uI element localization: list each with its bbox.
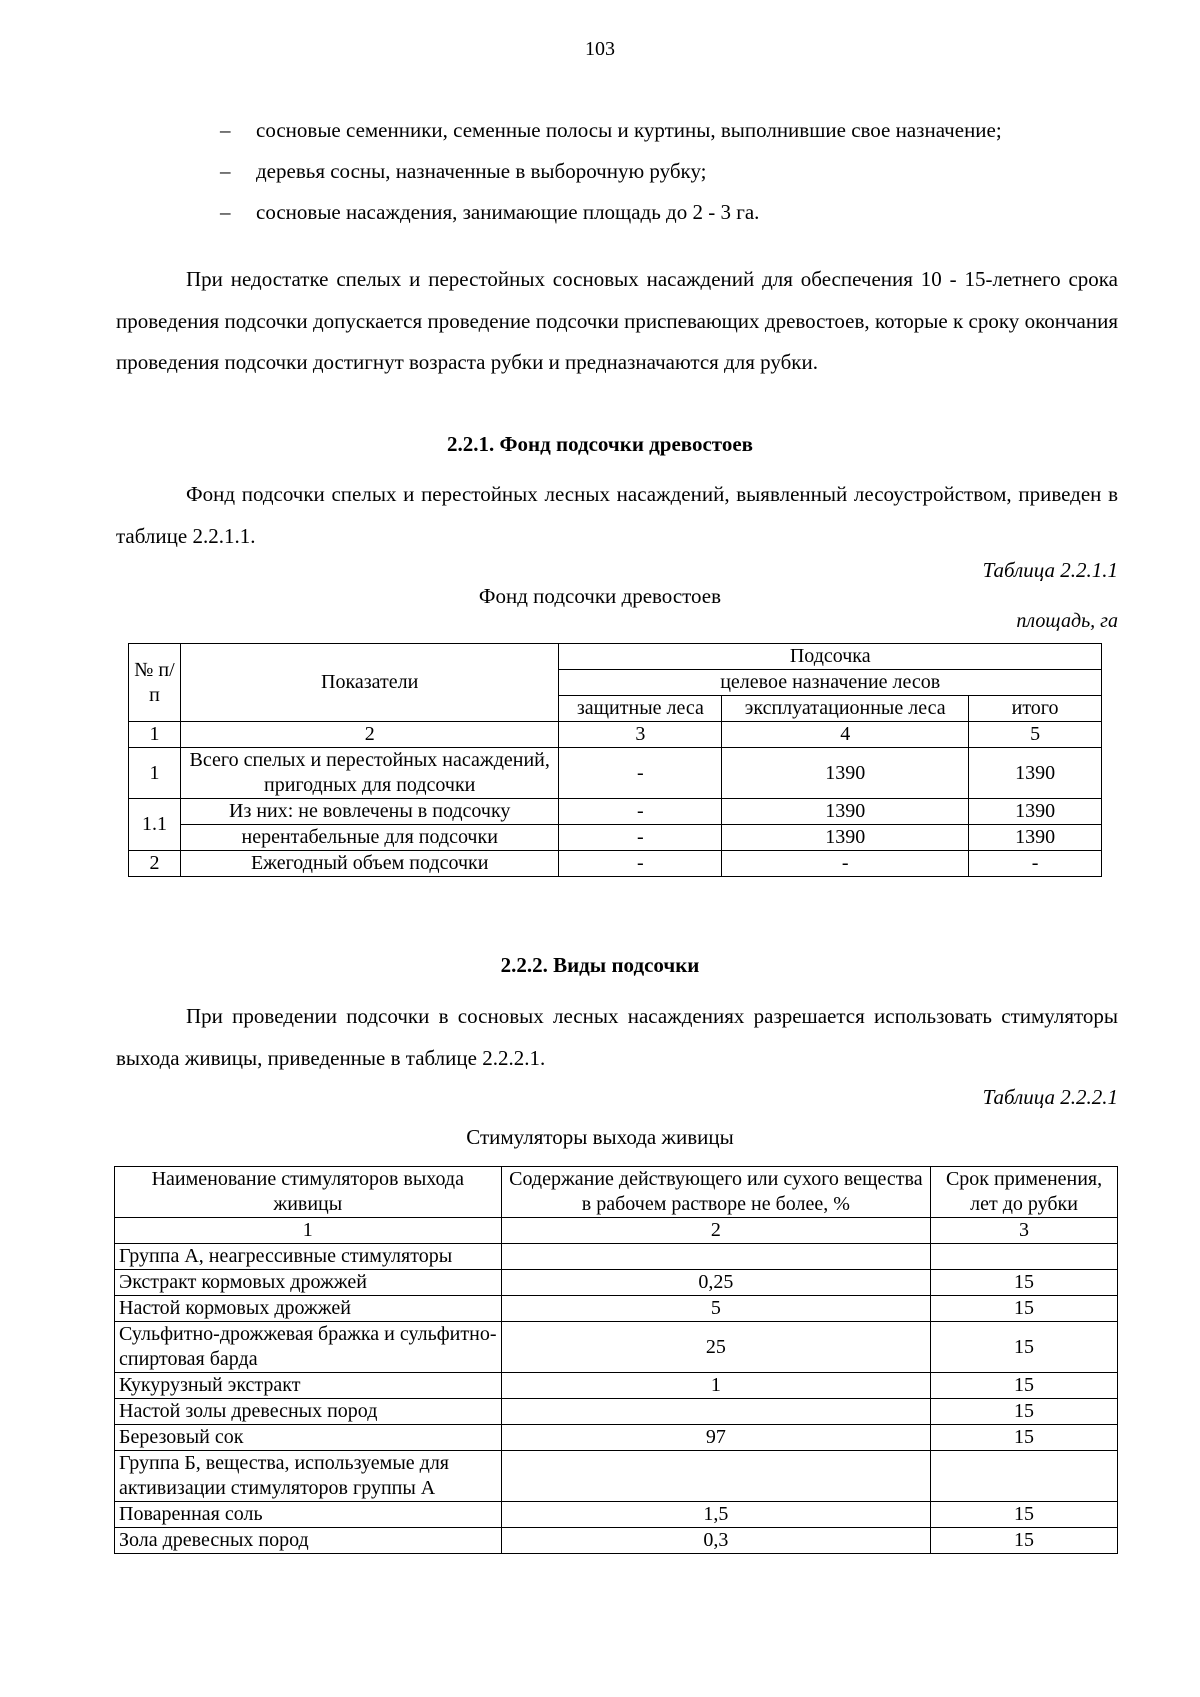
row-name: нерентабельные для подсочки — [180, 825, 559, 851]
row-name: Ежегодный объем подсочки — [180, 851, 559, 877]
cell-value: 1390 — [969, 799, 1102, 825]
term-value: 15 — [931, 1399, 1118, 1425]
content-value: 97 — [501, 1425, 931, 1451]
term-value — [931, 1244, 1118, 1270]
content-value: 5 — [501, 1296, 931, 1322]
table-title-fund: Фонд подсочки древостоев — [478, 584, 722, 608]
header-num: № п/п — [129, 644, 181, 722]
col-num: 3 — [931, 1218, 1118, 1244]
cell-value: - — [559, 799, 722, 825]
term-value: 15 — [931, 1322, 1118, 1373]
header-content: Содержание действующего или сухого вещества в рабочем растворе не более, % — [501, 1167, 931, 1218]
header-term: Срок применения, лет до рубки — [931, 1167, 1118, 1218]
section-heading-fund: 2.2.1. Фонд подсочки древостоев — [446, 432, 754, 456]
stimulator-name: Березовый сок — [115, 1425, 502, 1451]
paragraph-fund: Фонд подсочки спелых и перестойных лесных насаждений, выявленный лесоустройством, приведен в таблице 2.2.1.1. — [116, 482, 1118, 548]
term-value: 15 — [931, 1270, 1118, 1296]
cell-value: 1390 — [969, 825, 1102, 851]
list-item-text: сосновые семенники, семенные полосы и куртины, выполнившие свое назначение; — [256, 118, 1002, 142]
list-item — [0, 151, 1200, 192]
table-row — [115, 1502, 1118, 1528]
col-num: 5 — [969, 722, 1102, 748]
content-value: 1 — [501, 1373, 931, 1399]
content-value: 0,25 — [501, 1270, 931, 1296]
list-item — [0, 192, 1200, 233]
col-num: 3 — [559, 722, 722, 748]
content-value — [501, 1399, 931, 1425]
table-title-stimulators: Стимуляторы выхода живицы — [466, 1125, 734, 1149]
header-exploitation: эксплуатационные леса — [722, 696, 969, 722]
stimulators-table — [114, 1166, 1118, 1554]
stimulator-name: Поваренная соль — [115, 1502, 502, 1528]
term-value: 15 — [931, 1425, 1118, 1451]
table-row — [129, 799, 1102, 825]
table-label-stimulators: Таблица 2.2.2.1 — [982, 1085, 1118, 1109]
table-row — [115, 1244, 1118, 1270]
content-value: 1,5 — [501, 1502, 931, 1528]
row-num: 2 — [129, 851, 181, 877]
dash-marker: – — [220, 200, 231, 224]
content-value: 25 — [501, 1322, 931, 1373]
header-purpose: целевое назначение лесов — [559, 670, 1102, 696]
row-num: 1 — [129, 748, 181, 799]
cell-value: - — [559, 851, 722, 877]
term-value: 15 — [931, 1528, 1118, 1554]
stimulator-name: Настой золы древесных пород — [115, 1399, 502, 1425]
table-row — [129, 825, 1102, 851]
col-num: 2 — [180, 722, 559, 748]
header-indicators: Показатели — [180, 644, 559, 722]
cell-value: - — [969, 851, 1102, 877]
stimulator-name: Группа Б, вещества, используемые для активизации стимуляторов группы А — [115, 1451, 502, 1502]
table-row — [129, 748, 1102, 799]
header-tapping: Подсочка — [559, 644, 1102, 670]
cell-value: 1390 — [722, 748, 969, 799]
content-value: 0,3 — [501, 1528, 931, 1554]
dash-marker: – — [220, 159, 231, 183]
tapping-fund-table — [128, 643, 1102, 877]
header-protective: защитные леса — [559, 696, 722, 722]
paragraph-immature-stands: При недостатке спелых и перестойных сосновых насаждений для обеспечения 10 - 15-летнего срока проведения подсочки допускается проведение подсочки приспевающих древостоев, которые к сроку окончания проведения подсочки достигнут возраста рубки и предназначаются для рубки. — [116, 267, 1118, 374]
list-item — [0, 110, 1200, 151]
col-num: 1 — [129, 722, 181, 748]
list-item-text: сосновые насаждения, занимающие площадь до 2 - 3 га. — [256, 200, 760, 224]
column-number-row — [115, 1218, 1118, 1244]
section-heading-types: 2.2.2. Виды подсочки — [500, 953, 700, 977]
table-row — [115, 1425, 1118, 1451]
cell-value: 1390 — [969, 748, 1102, 799]
stimulator-name: Сульфитно-дрожжевая бражка и сульфитно-спиртовая барда — [115, 1322, 502, 1373]
cell-value: - — [559, 748, 722, 799]
table-label-fund: Таблица 2.2.1.1 — [982, 558, 1118, 582]
header-stimulator-name: Наименование стимуляторов выхода живицы — [115, 1167, 502, 1218]
row-num: 1.1 — [129, 799, 181, 851]
table-row — [115, 1399, 1118, 1425]
stimulator-name: Кукурузный экстракт — [115, 1373, 502, 1399]
col-num: 4 — [722, 722, 969, 748]
row-name: Всего спелых и перестойных насаждений, пригодных для подсочки — [180, 748, 559, 799]
table-row — [129, 851, 1102, 877]
term-value — [931, 1451, 1118, 1502]
stimulator-name: Настой кормовых дрожжей — [115, 1296, 502, 1322]
table-units: площадь, га — [1016, 610, 1118, 632]
column-number-row — [129, 722, 1102, 748]
page-number: 103 — [585, 38, 615, 60]
bullet-list — [0, 110, 1200, 233]
stimulator-name: Группа А, неагрессивные стимуляторы — [115, 1244, 502, 1270]
table-row — [115, 1528, 1118, 1554]
content-value — [501, 1451, 931, 1502]
table-row — [115, 1373, 1118, 1399]
cell-value: 1390 — [722, 799, 969, 825]
col-num: 2 — [501, 1218, 931, 1244]
cell-value: - — [559, 825, 722, 851]
content-value — [501, 1244, 931, 1270]
table-row — [115, 1322, 1118, 1373]
stimulator-name: Зола древесных пород — [115, 1528, 502, 1554]
paragraph-types: При проведении подсочки в сосновых лесных насаждениях разрешается использовать стимуляторы выхода живицы, приведенные в таблице 2.2.2.1. — [116, 1004, 1118, 1070]
term-value: 15 — [931, 1373, 1118, 1399]
list-item-text: деревья сосны, назначенные в выборочную рубку; — [256, 159, 707, 183]
stimulator-name: Экстракт кормовых дрожжей — [115, 1270, 502, 1296]
table-row — [115, 1270, 1118, 1296]
table-row — [115, 1296, 1118, 1322]
col-num: 1 — [115, 1218, 502, 1244]
cell-value: - — [722, 851, 969, 877]
term-value: 15 — [931, 1502, 1118, 1528]
term-value: 15 — [931, 1296, 1118, 1322]
dash-marker: – — [220, 118, 231, 142]
header-total: итого — [969, 696, 1102, 722]
row-name: Из них: не вовлечены в подсочку — [180, 799, 559, 825]
table-row — [115, 1451, 1118, 1502]
cell-value: 1390 — [722, 825, 969, 851]
